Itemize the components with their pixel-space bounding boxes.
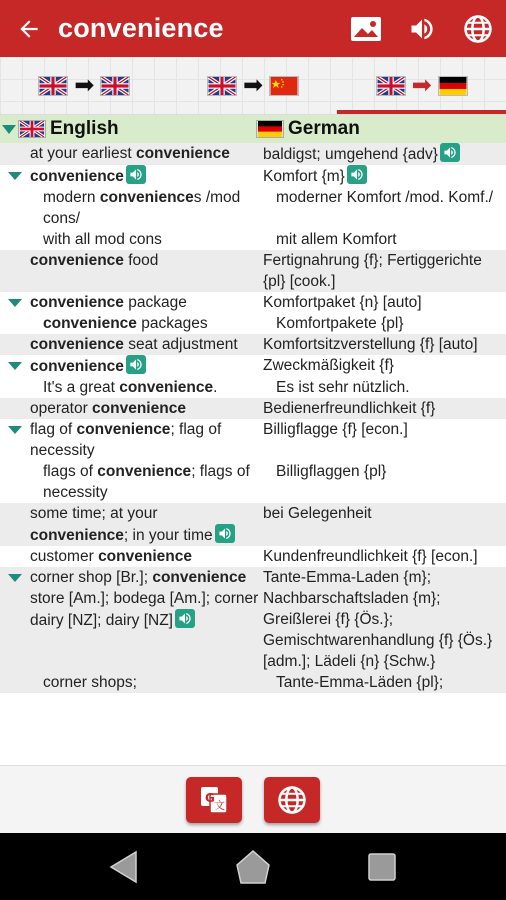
entry-gutter — [0, 313, 30, 334]
translation-text: mit allem Komfort — [276, 231, 397, 248]
translation-text: bei Gelegenheit — [263, 505, 372, 522]
entry-gutter — [0, 250, 30, 292]
english-term — [30, 546, 263, 567]
entry-gutter — [0, 398, 30, 419]
english-term — [30, 398, 263, 419]
term-text: food — [123, 252, 159, 269]
keyword-highlight: convenience — [30, 294, 124, 311]
german-translation — [263, 143, 506, 165]
keyword-highlight: convenience — [43, 315, 137, 332]
entry-row[interactable] — [0, 419, 506, 461]
arrow-right-icon: ➡ — [242, 71, 264, 99]
german-translation — [263, 355, 506, 377]
german-translation — [263, 377, 506, 398]
keyword-highlight: convenience — [152, 569, 247, 586]
translation-text: Billigflaggen {pl} — [276, 463, 387, 480]
translation-text: Komfortpaket {n} [auto] — [263, 294, 422, 311]
english-term — [30, 419, 263, 461]
entry-subrow[interactable] — [0, 229, 506, 250]
english-term — [30, 377, 263, 398]
term-text: ; in your time — [123, 527, 213, 544]
entry-gutter — [0, 419, 30, 461]
term-text: packages — [136, 315, 208, 332]
nav-recents-button[interactable] — [362, 847, 402, 887]
column-label-english: English — [50, 118, 119, 139]
speaker-german-icon[interactable] — [347, 165, 367, 184]
term-text: with all mod cons — [43, 231, 162, 248]
volume-icon — [407, 15, 437, 43]
entry-gutter — [0, 292, 30, 313]
german-translation — [263, 503, 506, 546]
english-term — [30, 143, 263, 165]
term-text: some time; at your — [30, 505, 158, 522]
keyword-highlight: convenience — [30, 527, 124, 544]
app-bar — [0, 0, 506, 57]
china-flag-icon — [269, 76, 299, 96]
entry-gutter — [0, 165, 30, 187]
image-button[interactable] — [338, 0, 394, 57]
keyword-highlight: convenience — [97, 463, 192, 480]
expand-triangle-icon[interactable] — [8, 574, 22, 582]
german-translation — [263, 313, 506, 334]
english-term — [30, 567, 263, 672]
expand-triangle-icon[interactable] — [8, 299, 22, 307]
keyword-highlight: convenience — [99, 189, 194, 206]
column-header — [0, 115, 506, 143]
back-button[interactable] — [0, 0, 58, 57]
speaker-english-icon[interactable] — [215, 524, 235, 543]
english-term — [30, 334, 263, 355]
keyword-highlight: convenience — [119, 379, 214, 396]
english-term — [30, 461, 263, 503]
tab-en-de[interactable] — [337, 57, 506, 114]
page-title: convenience — [58, 13, 224, 43]
entry-gutter — [0, 546, 30, 567]
english-term — [30, 313, 263, 334]
german-translation — [263, 398, 506, 419]
svg-text:文: 文 — [214, 798, 225, 812]
svg-text:G: G — [205, 790, 215, 805]
globe-button[interactable] — [450, 0, 506, 57]
speaker-english-icon[interactable] — [175, 609, 195, 628]
english-term — [30, 672, 263, 693]
german-translation — [263, 419, 506, 461]
column-header-english — [0, 118, 256, 140]
translation-text: Zweckmäßigkeit {f} — [263, 357, 394, 374]
nav-recents-icon — [366, 851, 398, 883]
translation-text: Komfort {m} — [263, 168, 345, 185]
tab-en-en[interactable] — [0, 57, 169, 114]
entry-row[interactable] — [0, 143, 506, 165]
term-text: s /mod cons/ — [43, 189, 241, 227]
entry-gutter — [0, 355, 30, 377]
keyword-highlight: convenience — [30, 252, 124, 269]
term-text: flags of — [43, 463, 98, 480]
translation-text: Es ist sehr nützlich. — [276, 379, 410, 396]
german-translation — [263, 672, 506, 693]
germany-flag-icon — [438, 76, 468, 96]
column-label-german: German — [288, 118, 360, 139]
term-text: corner shop [Br.]; — [30, 569, 153, 586]
german-translation — [263, 334, 506, 355]
entry-gutter — [0, 229, 30, 250]
english-term — [30, 229, 263, 250]
translation-text: Bedienerfreundlichkeit {f} — [263, 400, 436, 417]
term-text: flag of — [30, 421, 77, 438]
keyword-highlight: convenience — [135, 145, 230, 162]
entry-row[interactable] — [0, 355, 506, 377]
translation-text: Fertignahrung {f}; Fertiggerichte {pl} [cook.] — [263, 252, 482, 290]
nav-back-button[interactable] — [104, 847, 144, 887]
keyword-highlight: convenience — [30, 168, 124, 185]
expand-triangle-icon[interactable] — [8, 426, 22, 434]
english-term — [30, 292, 263, 313]
uk-flag-icon — [18, 120, 46, 138]
entry-gutter — [0, 567, 30, 672]
german-translation — [263, 461, 506, 503]
translation-text: Kundenfreundlichkeit {f} [econ.] — [263, 548, 478, 565]
keyword-highlight: convenience — [30, 336, 124, 353]
globe-action-button[interactable] — [264, 777, 320, 823]
translate-icon — [199, 785, 229, 815]
speaker-english-icon[interactable] — [126, 165, 146, 184]
globe-icon — [277, 785, 307, 815]
arrow-right-icon: ➡ — [74, 71, 95, 99]
translation-text: Tante-Emma-Laden {m}; Nachbarschaftsladen {m}; Greißlerei {f} {Ös.}; Gemischtwarenhandlung {f} {Ös.} [adm.]; Lädeli {n} {Schw.} — [263, 569, 493, 670]
collapse-triangle-icon[interactable] — [2, 125, 16, 134]
term-text: store [Am.]; bodega [Am.]; corner dairy [NZ]; dairy [NZ] — [30, 590, 259, 629]
speaker-english-icon[interactable] — [126, 355, 146, 374]
translation-text: moderner Komfort /mod. Komf./ — [276, 189, 494, 206]
term-text: modern — [43, 189, 100, 206]
entry-gutter — [0, 461, 30, 503]
system-nav-bar — [0, 833, 506, 900]
german-translation — [263, 187, 506, 229]
german-translation — [263, 292, 506, 313]
translation-text: Tante-Emma-Läden {pl}; — [276, 674, 444, 691]
entry-row[interactable] — [0, 398, 506, 419]
german-translation — [263, 567, 506, 672]
term-text: customer — [30, 548, 99, 565]
entry-subrow[interactable] — [0, 461, 506, 503]
keyword-highlight: convenience — [98, 548, 192, 565]
nav-home-icon — [235, 849, 271, 885]
expand-triangle-icon[interactable] — [8, 362, 22, 370]
english-term — [30, 503, 263, 546]
entry-subrow[interactable] — [0, 187, 506, 229]
uk-flag-icon — [100, 76, 130, 96]
entry-row[interactable] — [0, 334, 506, 355]
entry-gutter — [0, 377, 30, 398]
translation-text: Komfortsitzverstellung {f} [auto] — [263, 336, 478, 353]
dictionary-results — [0, 115, 506, 765]
term-text: package — [123, 294, 187, 311]
english-term — [30, 355, 263, 377]
keyword-highlight: convenience — [30, 358, 124, 375]
term-text: at your earliest — [30, 145, 136, 162]
entry-gutter — [0, 334, 30, 355]
globe-icon — [463, 14, 493, 44]
back-arrow-icon — [16, 16, 42, 42]
expand-triangle-icon[interactable] — [8, 172, 22, 180]
term-text: . — [213, 379, 218, 396]
entry-row[interactable] — [0, 165, 506, 187]
nav-back-icon — [108, 850, 140, 884]
german-translation — [263, 165, 506, 187]
speaker-german-icon[interactable] — [440, 143, 460, 162]
term-text: seat adjustment — [123, 336, 238, 353]
entry-subrow[interactable] — [0, 313, 506, 334]
entry-subrow[interactable] — [0, 377, 506, 398]
entry-row[interactable] — [0, 567, 506, 672]
english-term — [30, 165, 263, 187]
german-translation — [263, 229, 506, 250]
entry-gutter — [0, 143, 30, 165]
term-text: ; flags of necessity — [43, 463, 250, 501]
english-term — [30, 250, 263, 292]
arrow-right-icon: ➡ — [411, 71, 432, 99]
volume-button[interactable] — [394, 0, 450, 57]
language-tabs — [0, 57, 506, 115]
uk-flag-icon — [376, 76, 406, 96]
entry-row[interactable] — [0, 546, 506, 567]
entry-gutter — [0, 672, 30, 693]
english-term — [30, 187, 263, 229]
term-text: It's a great — [43, 379, 120, 396]
term-text: corner shops; — [43, 674, 137, 691]
entry-list — [0, 143, 506, 693]
entry-gutter — [0, 503, 30, 546]
entry-row[interactable] — [0, 503, 506, 546]
bottom-bar — [0, 765, 506, 833]
german-translation — [263, 250, 506, 292]
term-text: operator — [30, 400, 93, 417]
translation-text: Billigflagge {f} [econ.] — [263, 421, 408, 438]
translation-text: Komfortpakete {pl} — [276, 315, 404, 332]
translation-text: baldigst; umgehend {adv} — [263, 146, 438, 163]
tab-en-zh[interactable] — [169, 57, 338, 114]
uk-flag-icon — [207, 76, 237, 96]
translate-button[interactable] — [186, 777, 242, 823]
keyword-highlight: convenience — [92, 400, 186, 417]
term-text: ; flag of necessity — [30, 421, 222, 459]
entry-subrow[interactable] — [0, 672, 506, 693]
germany-flag-icon — [256, 120, 284, 138]
entry-gutter — [0, 187, 30, 229]
nav-home-button[interactable] — [233, 847, 273, 887]
column-header-german — [256, 118, 506, 140]
german-translation — [263, 546, 506, 567]
uk-flag-icon — [38, 76, 68, 96]
image-icon — [350, 16, 382, 42]
entry-row[interactable] — [0, 292, 506, 313]
entry-row[interactable] — [0, 250, 506, 292]
keyword-highlight: convenience — [76, 421, 171, 438]
